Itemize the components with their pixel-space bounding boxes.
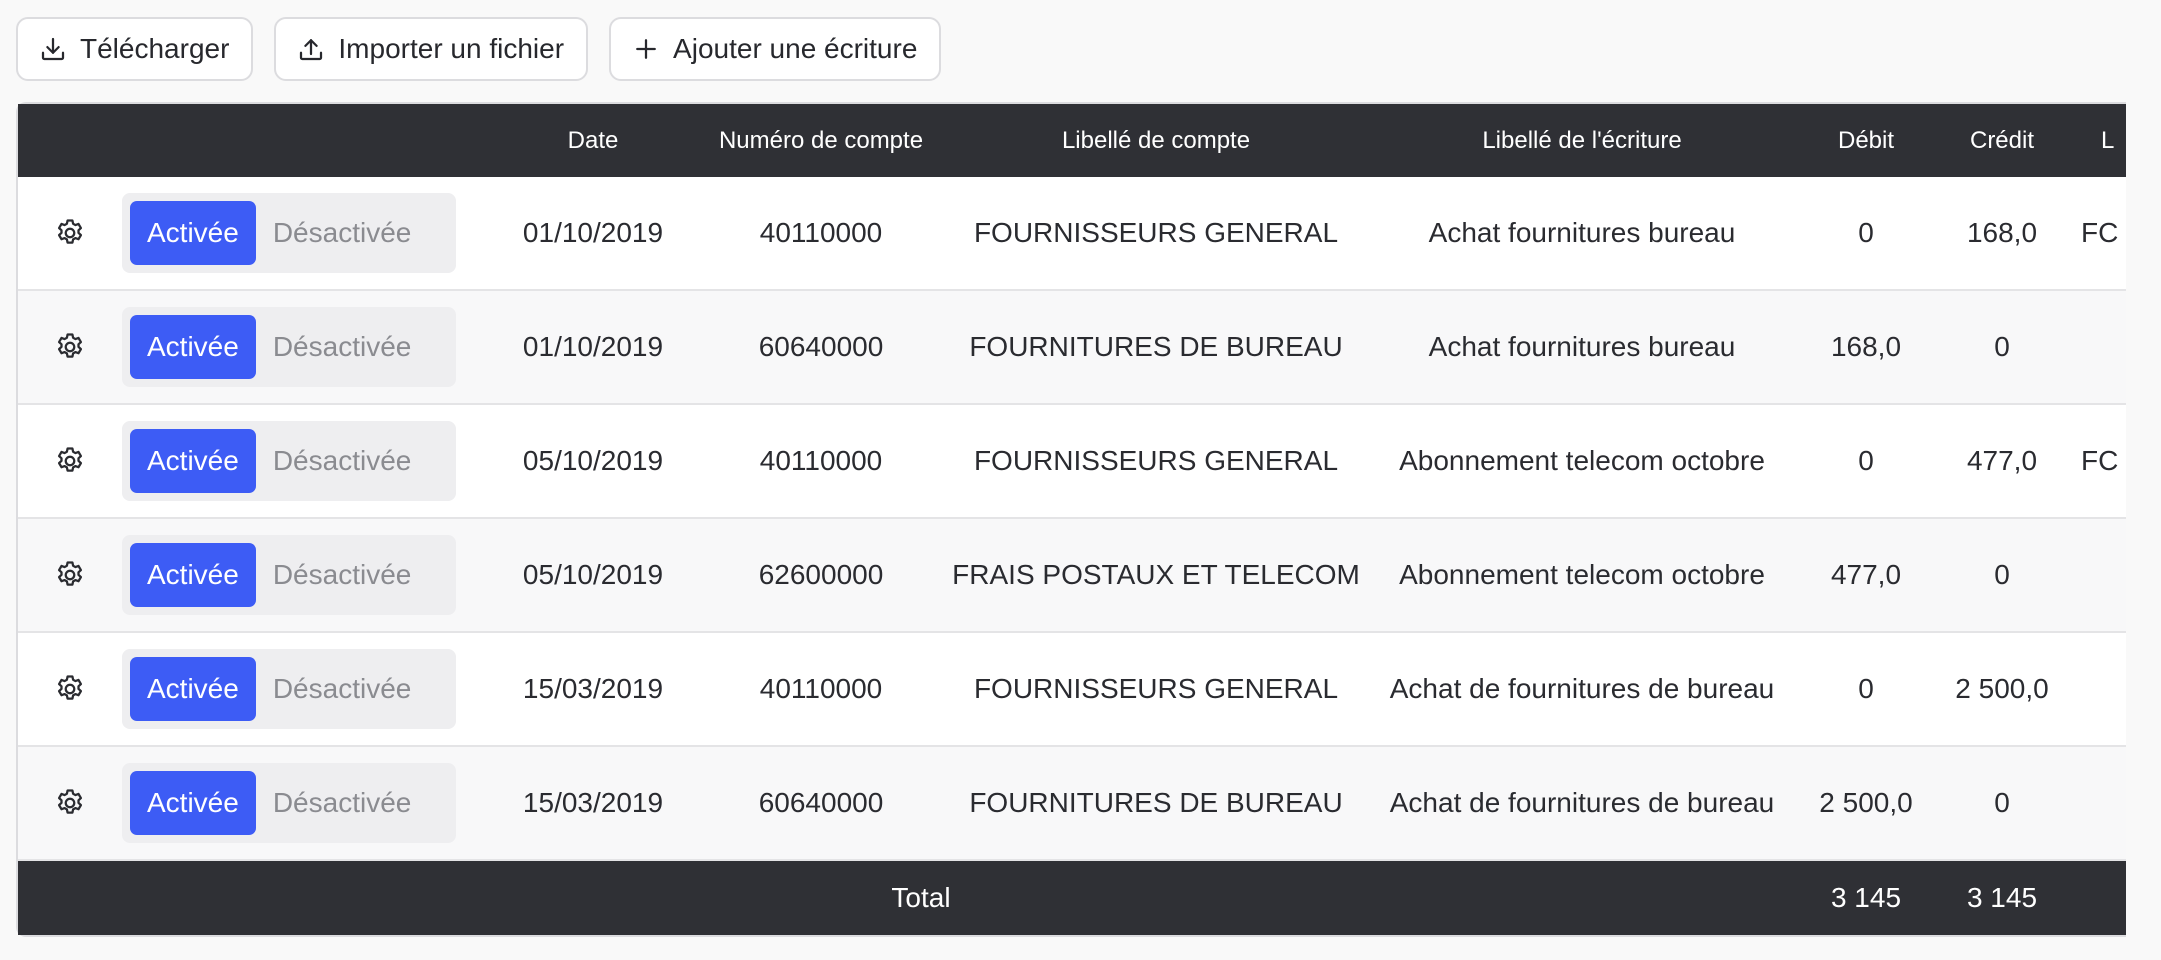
status-toggle-cell [122, 633, 456, 745]
status-toggle-cell [122, 291, 456, 403]
status-toggle [122, 649, 456, 729]
table-row [18, 519, 2126, 633]
date-cell: 05/10/2019 [522, 559, 664, 590]
upload-icon [296, 34, 326, 64]
status-toggle [122, 763, 456, 843]
entry-label-cell: Achat de fournitures de bureau [1389, 787, 1775, 818]
extra-cell [2081, 747, 2141, 859]
account-label-cell: FRAIS POSTAUX ET TELECOM [952, 559, 1360, 590]
deactivated-option[interactable]: Désactivée [272, 787, 412, 818]
deactivated-option[interactable]: Désactivée [272, 331, 412, 362]
download-icon [38, 34, 68, 64]
activated-option[interactable]: Activée [130, 657, 256, 721]
gear-icon[interactable] [53, 558, 87, 592]
activated-option[interactable]: Activée [130, 771, 256, 835]
add-entry-button[interactable] [609, 17, 941, 81]
status-toggle [122, 535, 456, 615]
account-number-cell: 40110000 [759, 217, 883, 248]
header-credit[interactable]: Crédit [1969, 126, 2035, 154]
entry-label-cell: Achat de fournitures de bureau [1389, 673, 1775, 704]
download-button-label: Télécharger [80, 33, 230, 64]
status-toggle-cell [122, 747, 456, 859]
toolbar [16, 17, 941, 81]
debit-cell: 477,0 [1830, 559, 1902, 590]
import-file-button-label: Importer un fichier [338, 33, 565, 64]
debit-cell: 0 [1858, 217, 1874, 248]
account-number-cell: 40110000 [759, 673, 883, 704]
extra-cell [2081, 633, 2141, 745]
status-toggle [122, 421, 456, 501]
deactivated-option[interactable]: Désactivée [272, 217, 412, 248]
gear-icon[interactable] [53, 330, 87, 364]
extra-cell: FC [2081, 445, 2119, 476]
entry-label-cell: Achat fournitures bureau [1428, 217, 1736, 248]
table-row [18, 291, 2126, 405]
import-file-button[interactable] [274, 17, 588, 81]
activated-option[interactable]: Activée [130, 429, 256, 493]
debit-cell: 0 [1858, 445, 1874, 476]
activated-option[interactable]: Activée [130, 543, 256, 607]
row-settings-cell [18, 519, 122, 631]
header-account-label[interactable]: Libellé de compte [1061, 126, 1251, 154]
account-number-cell: 60640000 [758, 331, 884, 362]
debit-cell: 168,0 [1830, 331, 1902, 362]
date-cell: 15/03/2019 [522, 673, 664, 704]
deactivated-option[interactable]: Désactivée [272, 445, 412, 476]
status-toggle-cell [122, 177, 456, 289]
table-header [18, 104, 2126, 177]
account-label-cell: FOURNITURES DE BUREAU [969, 331, 1343, 362]
table-row [18, 405, 2126, 519]
footer-credit-total: 3 145 [1966, 882, 2038, 913]
plus-icon [631, 34, 661, 64]
table-row [18, 633, 2126, 747]
gear-icon[interactable] [53, 786, 87, 820]
credit-cell: 2 500,0 [1955, 673, 2049, 704]
entry-label-cell: Abonnement telecom octobre [1399, 445, 1765, 476]
debit-cell: 0 [1858, 673, 1874, 704]
account-label-cell: FOURNISSEURS GENERAL [973, 217, 1339, 248]
credit-cell: 0 [1994, 787, 2010, 818]
header-account-number[interactable]: Numéro de compte [718, 126, 924, 154]
date-cell: 05/10/2019 [522, 445, 664, 476]
extra-cell: FC [2081, 217, 2119, 248]
table-footer [18, 861, 2126, 935]
activated-option[interactable]: Activée [130, 315, 256, 379]
table-row [18, 177, 2126, 291]
header-entry-label[interactable]: Libellé de l'écriture [1482, 126, 1682, 154]
header-debit[interactable]: Débit [1837, 126, 1895, 154]
credit-cell: 168,0 [1966, 217, 2038, 248]
status-toggle-cell [122, 519, 456, 631]
footer-debit-total: 3 145 [1830, 882, 1902, 913]
date-cell: 01/10/2019 [522, 331, 664, 362]
credit-cell: 0 [1994, 331, 2010, 362]
entry-label-cell: Abonnement telecom octobre [1399, 559, 1765, 590]
gear-icon[interactable] [53, 672, 87, 706]
account-label-cell: FOURNISSEURS GENERAL [973, 673, 1339, 704]
account-label-cell: FOURNISSEURS GENERAL [973, 445, 1339, 476]
download-button[interactable] [16, 17, 253, 81]
date-cell: 01/10/2019 [522, 217, 664, 248]
gear-icon[interactable] [53, 216, 87, 250]
extra-cell [2081, 519, 2141, 631]
deactivated-option[interactable]: Désactivée [272, 559, 412, 590]
extra-cell [2081, 291, 2141, 403]
date-cell: 15/03/2019 [522, 787, 664, 818]
status-toggle [122, 307, 456, 387]
debit-cell: 2 500,0 [1819, 787, 1913, 818]
row-settings-cell [18, 291, 122, 403]
gear-icon[interactable] [53, 444, 87, 478]
row-settings-cell [18, 633, 122, 745]
account-number-cell: 60640000 [758, 787, 884, 818]
entries-table [16, 102, 2126, 937]
account-number-cell: 62600000 [758, 559, 884, 590]
footer-total-label: Total [891, 882, 951, 913]
header-date[interactable]: Date [567, 126, 619, 154]
account-label-cell: FOURNITURES DE BUREAU [969, 787, 1343, 818]
activated-option[interactable]: Activée [130, 201, 256, 265]
account-number-cell: 40110000 [759, 445, 883, 476]
table-row [18, 747, 2126, 861]
row-settings-cell [18, 405, 122, 517]
credit-cell: 0 [1994, 559, 2010, 590]
entry-label-cell: Achat fournitures bureau [1428, 331, 1736, 362]
row-settings-cell [18, 747, 122, 859]
status-toggle [122, 193, 456, 273]
status-toggle-cell [122, 405, 456, 517]
table-body [18, 177, 2126, 861]
row-settings-cell [18, 177, 122, 289]
add-entry-button-label: Ajouter une écriture [673, 33, 918, 64]
deactivated-option[interactable]: Désactivée [272, 673, 412, 704]
credit-cell: 477,0 [1966, 445, 2038, 476]
header-extra[interactable]: L [2101, 126, 2115, 154]
